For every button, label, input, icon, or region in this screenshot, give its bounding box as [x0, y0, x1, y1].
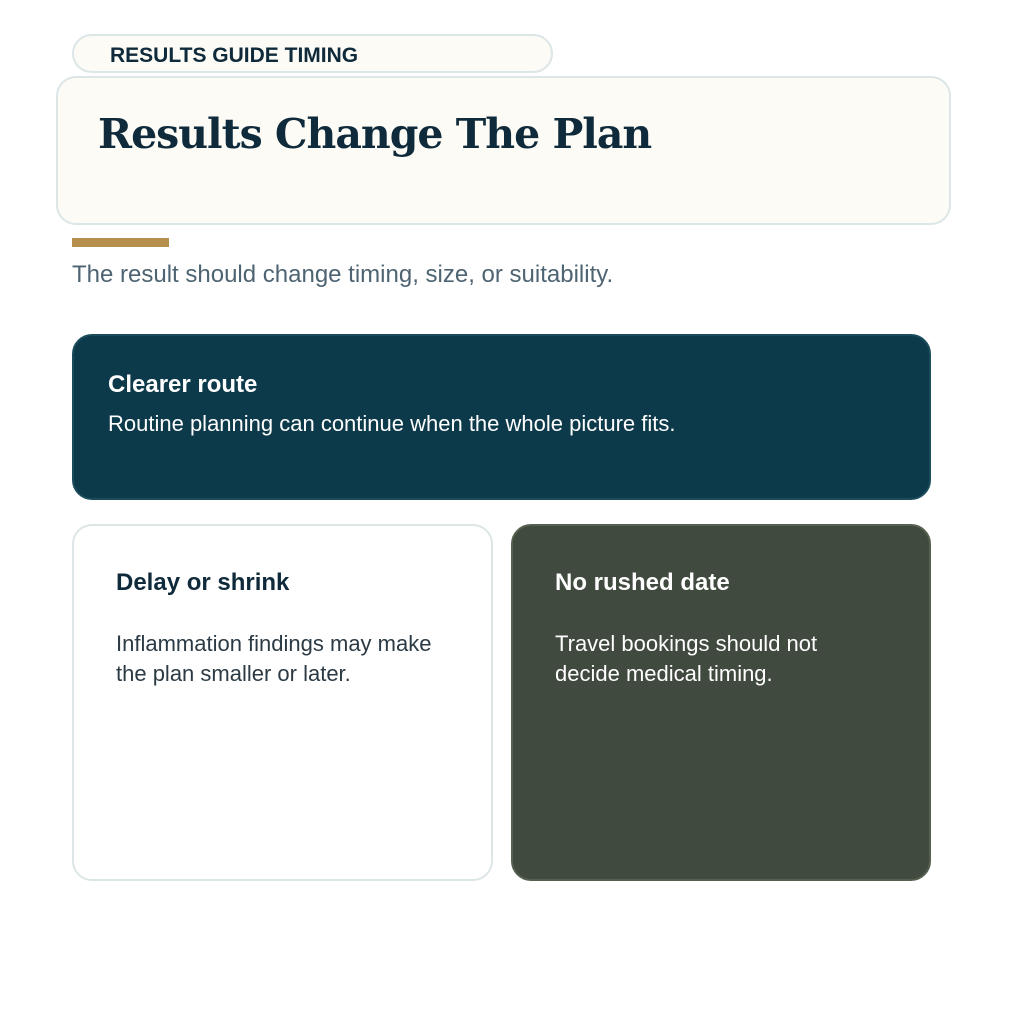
- eyebrow-pill: [72, 34, 553, 73]
- page-title: Results Change The Plan: [98, 110, 652, 158]
- clearer-route-card: [72, 334, 931, 500]
- card-body: Routine planning can continue when the whole picture fits.: [108, 411, 676, 436]
- title-card: [56, 76, 951, 225]
- card-body: Travel bookings should not decide medical timing.: [555, 631, 818, 686]
- no-rushed-date-card: [511, 524, 931, 881]
- card-body: Inflammation findings may make the plan smaller or later.: [116, 631, 432, 686]
- card-title: No rushed date: [555, 569, 730, 596]
- page-subtitle: The result should change timing, size, or suitability.: [72, 261, 614, 288]
- accent-divider: [72, 238, 169, 247]
- eyebrow-label: RESULTS GUIDE TIMING: [110, 44, 359, 67]
- delay-or-shrink-card: [72, 524, 493, 881]
- card-title: Delay or shrink: [116, 569, 290, 596]
- card-title: Clearer route: [108, 371, 258, 398]
